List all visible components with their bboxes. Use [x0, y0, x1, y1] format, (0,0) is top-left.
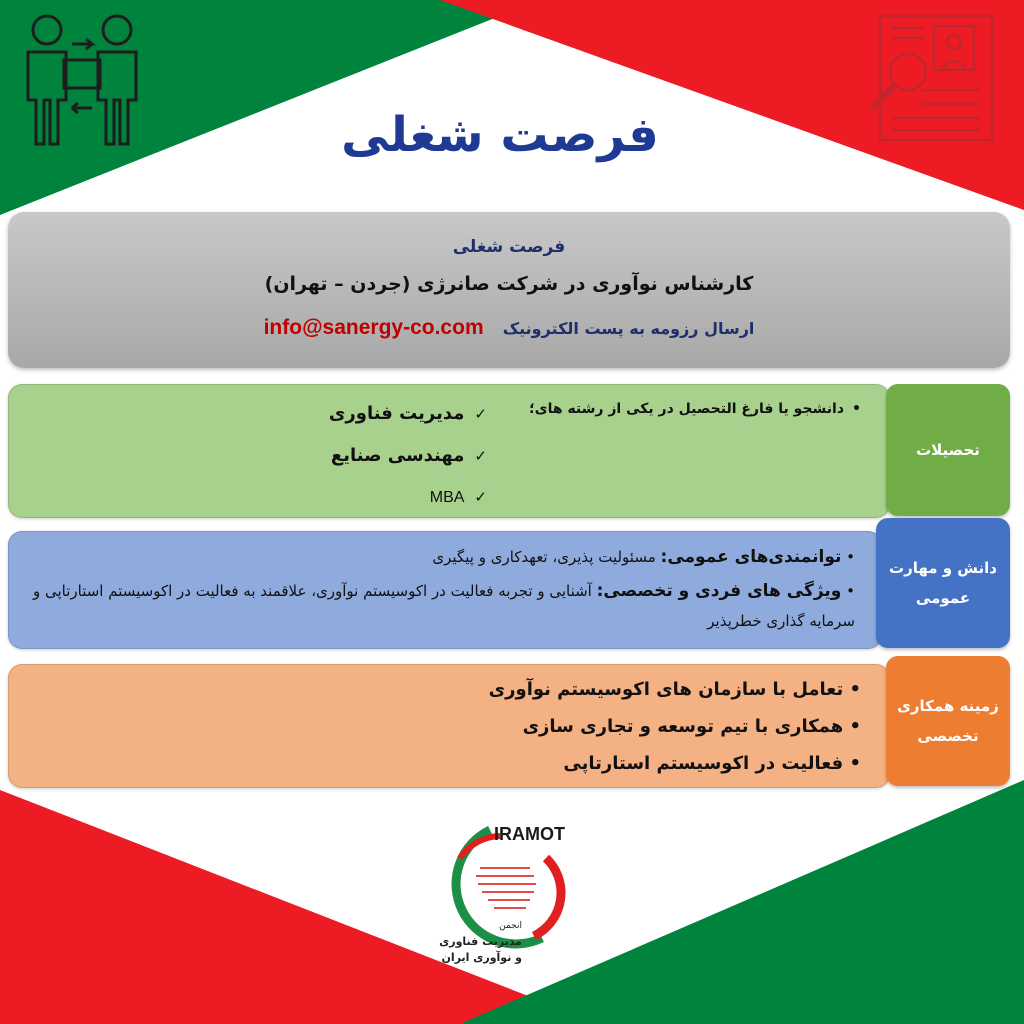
contact-email[interactable]: info@sanergy-co.com: [263, 316, 484, 339]
education-content-box: [8, 384, 890, 518]
send-resume-label: ارسال رزومه به پست الکترونیک: [502, 319, 755, 338]
skill-text: مسئولیت پذیری، تعهدکاری و پیگیری: [432, 548, 661, 566]
collaboration-text: همکاری با تیم توسعه و تجاری سازی: [522, 716, 844, 737]
bullet-icon: •: [843, 753, 861, 774]
bullet-icon: •: [843, 679, 861, 700]
collaboration-tag: زمینه همکاری تخصصی: [886, 656, 1010, 786]
education-requirement-text: دانشجو یا فارغ التحصیل در یکی از رشته های؛: [529, 401, 845, 417]
field-name: MBA: [429, 489, 465, 506]
field-name: مهندسی صنایع: [330, 445, 465, 466]
education-tag: تحصیلات: [886, 384, 1010, 516]
iramot-logo: [430, 818, 600, 968]
logo-caption-small: انجمن: [499, 921, 522, 931]
checkmark-icon: ✓: [474, 405, 487, 423]
education-fields-list: [327, 393, 487, 519]
list-item: [327, 435, 487, 477]
logo-caption-line1: مدیریت فناوری: [439, 935, 522, 948]
skills-list: [25, 542, 855, 640]
header-subtitle: فرصت شغلی: [452, 237, 566, 257]
list-item: [161, 708, 861, 745]
list-item: [161, 671, 861, 708]
skill-heading: توانمندی‌های عمومی:: [660, 547, 842, 567]
skill-text: آشنایی و تجربه فعالیت در اکوسیستم نوآوری، علاقمند به فعالیت در اکوسیستم استارتاپی و سرمایه گذاری خطرپذیر: [32, 582, 855, 630]
logo-wordmark: IRAMOT: [494, 824, 565, 844]
list-item: [327, 393, 487, 435]
contact-line: [8, 316, 1010, 340]
page-title: فرصت شغلی: [341, 107, 659, 163]
education-requirement: [521, 401, 861, 417]
collaboration-content-box: [8, 664, 890, 788]
list-item: [327, 477, 487, 519]
collaboration-list: [161, 671, 861, 782]
bullet-icon: •: [841, 548, 855, 566]
logo-caption: [432, 918, 522, 966]
collaboration-text: تعامل با سازمان های اکوسیستم نوآوری: [488, 679, 844, 700]
field-name: مدیریت فناوری: [328, 403, 465, 424]
job-header-box: [8, 212, 1010, 368]
collaboration-text: فعالیت در اکوسیستم استارتاپی: [563, 753, 844, 774]
job-position-title: کارشناس نوآوری در شرکت صانرژی (جردن – تهران): [264, 273, 754, 295]
list-item: [25, 542, 855, 572]
bullet-icon: •: [852, 401, 861, 417]
checkmark-icon: ✓: [474, 447, 487, 465]
logo-caption-line2: و نوآوری ایران: [441, 951, 522, 964]
skills-tag: دانش و مهارت عمومی: [876, 518, 1010, 648]
bullet-icon: •: [843, 716, 861, 737]
skill-heading: ویژگی های فردی و تخصصی:: [596, 581, 842, 601]
bullet-icon: •: [841, 582, 855, 600]
checkmark-icon: ✓: [474, 489, 487, 506]
resume-search-icon: [862, 12, 998, 142]
people-exchange-icon: [12, 8, 152, 148]
list-item: [25, 576, 855, 636]
list-item: [161, 745, 861, 782]
skills-content-box: [8, 531, 882, 649]
